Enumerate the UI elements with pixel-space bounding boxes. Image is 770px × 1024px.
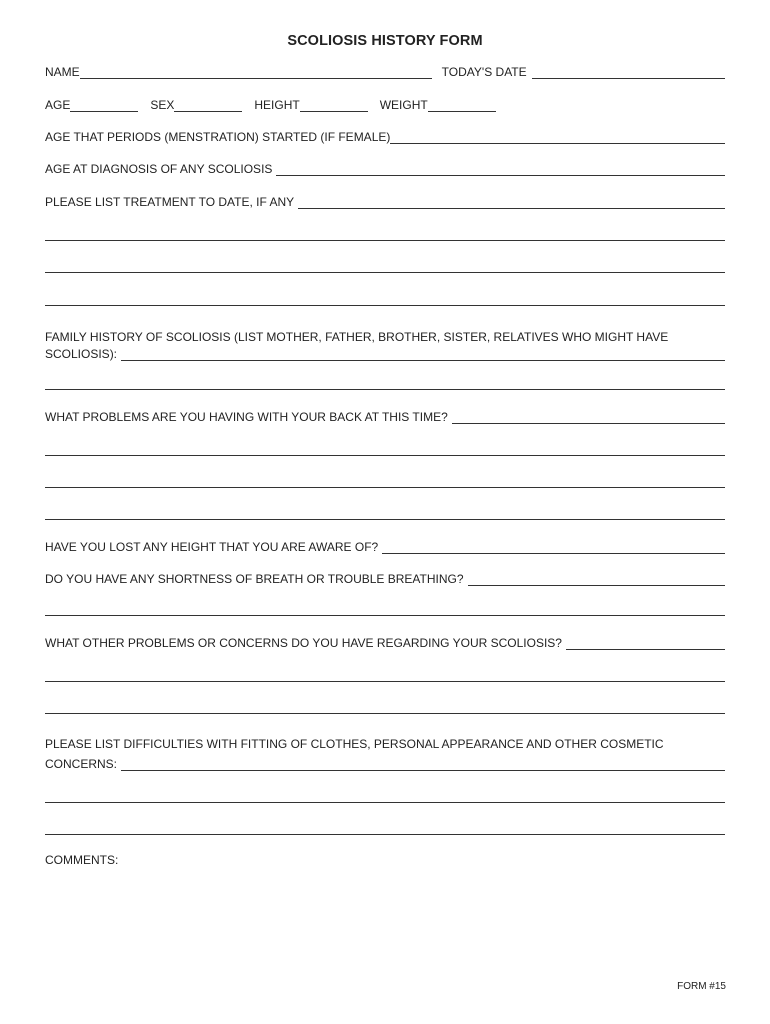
back-problems-field[interactable]	[452, 411, 725, 424]
sex-field[interactable]	[174, 99, 242, 112]
height-field[interactable]	[300, 99, 368, 112]
family-history-field[interactable]	[121, 348, 725, 361]
breathing-field[interactable]	[468, 573, 725, 586]
treatment-label: PLEASE LIST TREATMENT TO DATE, IF ANY	[45, 195, 295, 209]
back-problems-line-2[interactable]	[45, 455, 725, 456]
form-number: FORM #15	[677, 981, 726, 992]
back-problems-line-4[interactable]	[45, 519, 725, 520]
weight-field[interactable]	[428, 99, 496, 112]
lost-height-field[interactable]	[382, 541, 725, 554]
clothes-line-3[interactable]	[45, 834, 725, 835]
name-label: NAME	[45, 65, 80, 79]
age-field[interactable]	[70, 99, 138, 112]
age-label: AGE	[45, 98, 71, 112]
vitals-row	[45, 96, 725, 112]
family-history-label: FAMILY HISTORY OF SCOLIOSIS (LIST MOTHER, FATHER, BROTHER, SISTER, RELATIVES WHO MIGHT HAVE	[45, 330, 669, 344]
family-history-row	[45, 345, 725, 361]
todays-date-label: TODAY'S DATE	[441, 65, 527, 79]
sex-label: SEX	[150, 98, 175, 112]
periods-label: AGE THAT PERIODS (MENSTRATION) STARTED (IF FEMALE)	[45, 130, 391, 144]
clothes-label-2: CONCERNS:	[45, 757, 118, 771]
diagnosis-row	[45, 160, 725, 176]
clothes-line-2[interactable]	[45, 802, 725, 803]
periods-row	[45, 128, 725, 144]
other-concerns-line-3[interactable]	[45, 713, 725, 714]
comments-label: COMMENTS:	[45, 853, 119, 867]
periods-field[interactable]	[390, 131, 725, 144]
back-problems-line-3[interactable]	[45, 487, 725, 488]
back-problems-label: WHAT PROBLEMS ARE YOU HAVING WITH YOUR BACK AT THIS TIME?	[45, 410, 448, 424]
clothes-label: PLEASE LIST DIFFICULTIES WITH FITTING OF CLOTHES, PERSONAL APPEARANCE AND OTHER COSMETIC	[45, 737, 664, 751]
other-concerns-label: WHAT OTHER PROBLEMS OR CONCERNS DO YOU HAVE REGARDING YOUR SCOLIOSIS?	[45, 636, 562, 650]
treatment-line-2[interactable]	[45, 240, 725, 241]
other-concerns-line-2[interactable]	[45, 681, 725, 682]
treatment-row	[45, 193, 725, 209]
family-history-label-2: SCOLIOSIS):	[45, 347, 118, 361]
breathing-row	[45, 570, 725, 586]
diagnosis-field[interactable]	[276, 163, 725, 176]
other-concerns-row	[45, 634, 725, 650]
clothes-field[interactable]	[121, 758, 725, 771]
other-concerns-field[interactable]	[566, 637, 725, 650]
form-title: SCOLIOSIS HISTORY FORM	[287, 33, 483, 49]
lost-height-label: HAVE YOU LOST ANY HEIGHT THAT YOU ARE AWARE OF?	[45, 540, 379, 554]
lost-height-row	[45, 538, 725, 554]
treatment-field[interactable]	[298, 196, 725, 209]
todays-date-field[interactable]	[532, 66, 725, 79]
treatment-line-4[interactable]	[45, 305, 725, 306]
family-history-line-2[interactable]	[45, 389, 725, 390]
name-field[interactable]	[80, 66, 432, 79]
diagnosis-label: AGE AT DIAGNOSIS OF ANY SCOLIOSIS	[45, 162, 273, 176]
breathing-label: DO YOU HAVE ANY SHORTNESS OF BREATH OR TROUBLE BREATHING?	[45, 572, 464, 586]
breathing-line-2[interactable]	[45, 615, 725, 616]
clothes-row	[45, 755, 725, 771]
treatment-line-3[interactable]	[45, 272, 725, 273]
height-label: HEIGHT	[254, 98, 300, 112]
name-date-row	[45, 63, 725, 79]
back-problems-row	[45, 408, 725, 424]
weight-label: WEIGHT	[379, 98, 428, 112]
